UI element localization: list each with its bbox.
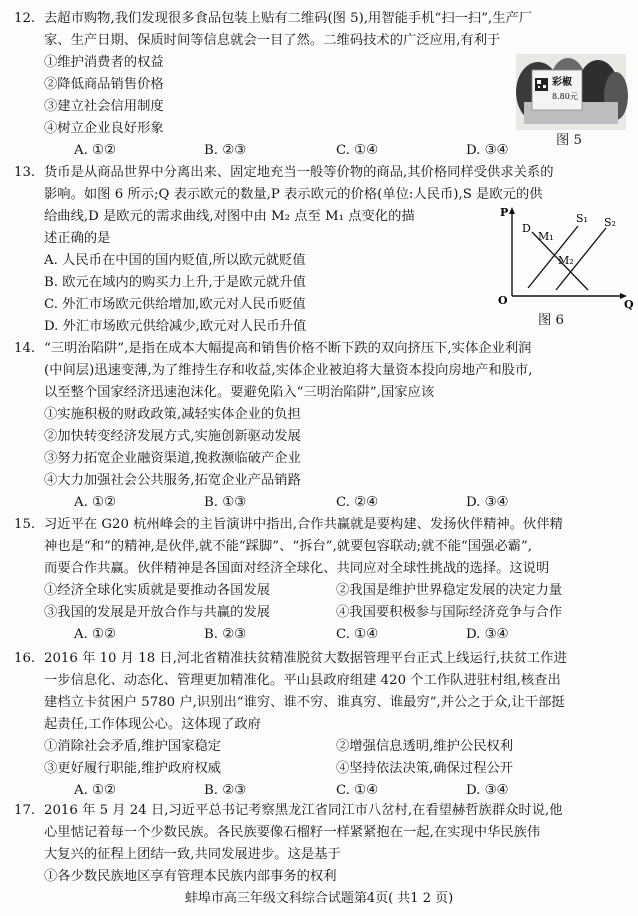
statement-item: ②降低商品销售价格	[44, 77, 164, 92]
question-stem: 2016 年 10 月 18 日,河北省精准扶贫精准脱贫大数据管理平台正式上线运行,扶贫工作进	[44, 651, 567, 666]
s2-label: S₂	[604, 216, 616, 229]
question-stem: 心里惦记着每一个少数民族。各民族要像石榴籽一样紧紧抱在一起,在实现中华民族伟	[44, 825, 541, 840]
question-16	[14, 648, 632, 802]
question-stem: 一步信息化、动态化、管理更加精准化。平山县政府组建 420 个工作队进驻村组,核查出	[44, 673, 561, 688]
figure-6-caption: 图 6	[538, 313, 564, 328]
question-stem: 建档立卡贫困户 5780 户,识别出“谁穷、谁不穷、谁真穷、谁最穷”,并公之于众,让干部挺	[44, 695, 565, 710]
choice-a: A. ①②	[74, 495, 116, 510]
statement-item: ④树立企业良好形象	[44, 121, 164, 136]
statement-item: ②我国是维护世界稳定发展的决定力量	[336, 583, 563, 598]
figure-5-label: 彩椒	[552, 77, 572, 88]
option-c: C. 外汇市场欧元供给增加,欧元对人民币贬值	[44, 297, 306, 312]
s1-label: S₁	[576, 212, 588, 225]
answer-choices	[44, 624, 632, 646]
question-stem: 2016 年 5 月 24 日,习近平总书记考察黑龙江省同江市八岔村,在看望赫哲族群众时说,他	[44, 803, 563, 818]
question-number: 17.	[14, 803, 36, 818]
choice-b: B. ②③	[204, 143, 247, 158]
origin-label: O	[498, 294, 508, 307]
statement-row	[44, 758, 632, 780]
axis-p-label: P	[500, 206, 509, 219]
axis-q-label: Q	[624, 298, 634, 311]
question-stem: “三明治陷阱”,是指在成本大幅提高和销售价格不断下跌的双向挤压下,实体企业利润	[44, 341, 532, 356]
statement-item: ③建立社会信用制度	[44, 99, 164, 114]
choice-c: C. ①④	[336, 143, 378, 158]
question-stem: 影响。如图 6 所示;Q 表示欧元的数量,P 表示欧元的价格(单位:人民币),S 是欧元的供	[44, 187, 543, 202]
question-stem: (中间层)迅速变薄,为了维持生存和收益,实体企业被迫将大量资本投向房地产和股市,	[44, 363, 533, 378]
question-stem: 以至整个国家经济迅速泡沫化。要避免陷入“三明治陷阱”,国家应该	[44, 385, 435, 400]
choice-d: D. ③④	[466, 627, 509, 642]
figure-6-diagram	[492, 204, 632, 312]
question-stem: 大复兴的征程上团结一致,共同发展进步。这是基于	[44, 847, 341, 862]
choice-b: B. ②③	[204, 783, 247, 798]
figure-5-caption: 图 5	[556, 133, 582, 148]
question-stem: 给曲线,D 是欧元的需求曲线,对图中由 M₂ 点至 M₁ 点变化的描	[44, 209, 415, 224]
choice-a: A. ①②	[74, 627, 116, 642]
statement-item: ①消除社会矛盾,维护国家稳定	[44, 739, 222, 754]
option-a: A. 人民币在中国的国内贬值,所以欧元就贬值	[44, 253, 306, 268]
question-14	[14, 338, 632, 514]
statement-item: ④大力加强社会公共服务,拓宽企业产品销路	[44, 473, 301, 488]
choice-a: A. ①②	[74, 143, 116, 158]
m2-label: M₂	[558, 254, 574, 267]
question-number: 15.	[14, 517, 36, 532]
question-stem: 习近平在 G20 杭州峰会的主旨演讲中指出,合作共赢就是要构建、发扬伙伴精神。伙伴精	[44, 517, 563, 532]
choice-c: C. ①④	[336, 783, 378, 798]
option-d: D. 外汇市场欧元供给减少,欧元对人民币升值	[44, 319, 307, 334]
statement-item: ③更好履行职能,维护政府权威	[44, 761, 222, 776]
question-15	[14, 514, 632, 646]
figure-5-price: 8.80元	[552, 92, 578, 101]
question-stem: 起责任,工作体现公心。这体现了政府	[44, 717, 261, 732]
statement-item: ①维护消费者的权益	[44, 55, 164, 70]
statement-item: ②加快转变经济发展方式,实施创新驱动发展	[44, 429, 301, 444]
answer-choices	[44, 780, 632, 802]
choice-b: B. ①③	[204, 495, 247, 510]
answer-choices	[44, 492, 632, 514]
statement-item: ①实施积极的财政政策,减轻实体企业的负担	[44, 407, 301, 422]
question-number: 16.	[14, 651, 36, 666]
statement-item: ④我国要积极参与国际经济竞争与合作	[336, 605, 563, 620]
question-stem: 述正确的是	[44, 231, 111, 246]
statement-item: ③努力拓宽企业融资渠道,挽救濒临破产企业	[44, 451, 301, 466]
choice-d: D. ③④	[466, 495, 509, 510]
question-stem: 而要合作共赢。伙伴精神是各国面对经济全球化、共同应对全球性挑战的选择。这说明	[44, 561, 550, 576]
m1-label: M₁	[538, 230, 554, 243]
question-number: 14.	[14, 341, 36, 356]
option-b: B. 欧元在域内的购买力上升,于是欧元就升值	[44, 275, 306, 290]
choice-c: C. ②④	[336, 495, 378, 510]
question-number: 12.	[14, 11, 36, 26]
statement-row	[44, 580, 632, 602]
page-footer: 蚌埠市高三年级文科综合试题第4页( 共1 2 页)	[184, 891, 454, 906]
question-stem: 神也是“和”的精神,是伙伴,就不能“踩脚”、“拆台”,就要包容联动;就不能“国强必霸”,	[44, 539, 532, 554]
choice-d: D. ③④	[466, 783, 509, 798]
question-17	[14, 800, 632, 888]
question-stem: 去超市购物,我们发现很多食品包装上贴有二维码(图 5),用智能手机“扫一扫”,生产厂	[44, 11, 533, 26]
choice-d: D. ③④	[466, 143, 509, 158]
statement-item: ①各少数民族地区享有管理本民族内部事务的权利	[44, 869, 337, 884]
statement-item: ①经济全球化实质就是要推动各国发展	[44, 583, 271, 598]
answer-choices	[44, 140, 632, 162]
statement-row	[44, 602, 632, 624]
choice-c: C. ①④	[336, 627, 378, 642]
demand-label: D	[522, 222, 531, 235]
choice-b: B. ②③	[204, 627, 247, 642]
question-stem: 家、生产日期、保质时间等信息就会一目了然。二维码技术的广泛应用,有利于	[44, 33, 501, 48]
question-stem: 货币是从商品世界中分离出来、固定地充当一般等价物的商品,其价格同样受供求关系的	[44, 165, 554, 180]
statement-item: ②增强信息透明,维护公民权利	[336, 739, 514, 754]
statement-item: ④坚持依法决策,确保过程公开	[336, 761, 514, 776]
statement-row	[44, 736, 632, 758]
figure-5-photo	[516, 54, 626, 130]
choice-a: A. ①②	[74, 783, 116, 798]
question-number: 13.	[14, 165, 36, 180]
statement-item: ③我国的发展是开放合作与共赢的发展	[44, 605, 271, 620]
